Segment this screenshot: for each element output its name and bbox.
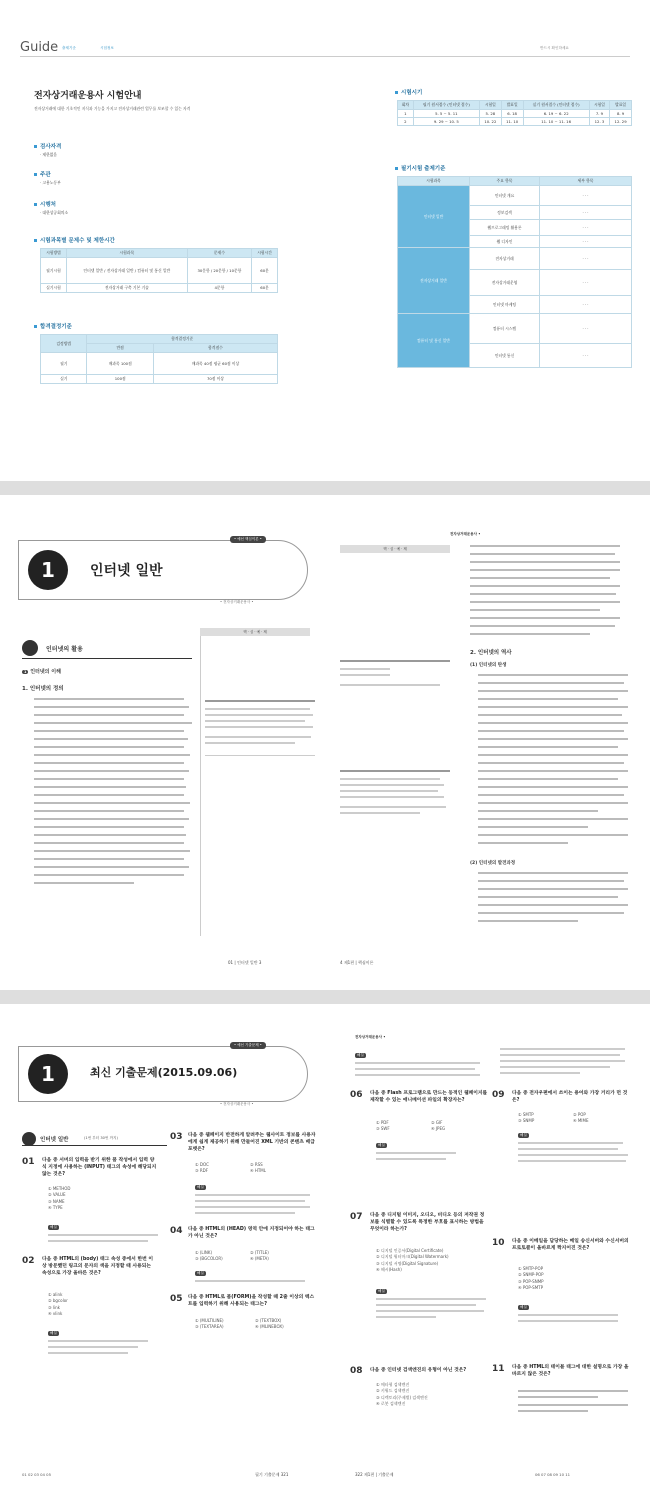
q11-number: 11 — [492, 1364, 505, 1374]
page-title: 전자상거래운용사 시험안내 — [34, 91, 142, 101]
guide-sub2: 시험정보 — [100, 46, 114, 50]
section-icon — [22, 640, 38, 656]
org-value: · 대한상공회의소 — [40, 210, 69, 215]
q08-number: 08 — [350, 1366, 363, 1376]
q02-options: ① alink ② bgcolor ③ link ④ vlink — [48, 1292, 68, 1317]
qual-heading: 검사자격 — [34, 142, 61, 150]
heading-development: (2) 인터넷의 발전과정 — [470, 861, 516, 866]
q01-answer-badge: 해설 — [50, 1225, 57, 1229]
host-heading: 주관 — [34, 170, 51, 178]
q06-answer-badge: 해설 — [378, 1143, 385, 1147]
footer-center-left-3: 필기 기출문제 321 — [255, 1472, 289, 1477]
q09-options: ① SMTP ② POP ③ SNMP ④ MIME — [518, 1112, 589, 1124]
schedule-heading: 시험시기 — [395, 88, 422, 96]
q09-text: 다음 중 전자우편에서 쓰이는 용어와 가장 거리가 먼 것은? — [512, 1091, 628, 1103]
guide-label: Guide — [20, 40, 59, 55]
footer-right-2: 4 제1편 | 핵심이론 — [340, 960, 374, 965]
q11-text: 다음 중 HTML의 테이블 태그에 대한 설명으로 가장 올바르지 않은 것은? — [512, 1365, 629, 1377]
q10-text: 다음 중 이메일을 담당하는 메일 송신서버와 수신서버의 프로토콜이 올바르게 짝지어진 것은? — [512, 1239, 629, 1251]
running-head-3: 전자상거래운용사 • — [355, 1035, 386, 1039]
org-heading: 시행처 — [34, 200, 56, 208]
q04-text: 다음 중 HTML의 (HEAD) 영역 안에 지정되어야 하는 태그가 아닌 것은? — [188, 1227, 315, 1239]
host-value: · 고용노동부 — [40, 180, 61, 185]
section-label-3: 인터넷 일반 (1번 부터 30번 까지) — [22, 1132, 167, 1146]
exam-heading: 시험과목별 문제수 및 제한시간 — [34, 236, 115, 244]
q02-text: 다음 중 HTML의 (body) 태그 속성 중에서 한번 이상 방문했던 링크의 문자의 색을 지정할 때 사용되는 속성으로 가장 올바른 것은? — [42, 1257, 154, 1276]
footer-center-right-3: 322 제1편 | 기출문제 — [355, 1472, 394, 1477]
chapter-title-3: 최신 기출문제(2015.09.06) — [90, 1066, 238, 1079]
q-right-top-badge: 해설 — [357, 1053, 364, 1057]
guide-sub1: 출제기준 — [62, 46, 76, 50]
heading-definition: 1. 인터넷의 정의 — [22, 686, 64, 692]
q02-answer-badge: 해설 — [50, 1331, 57, 1335]
schedule-table: 회차 필기 원서접수 (인터넷 접수) 시험일 발표일 실기 원서접수 (인터넷 접수) 시험일 발표일 1 5. 5 ~ 5. 11 5. 28 6. 18 6. 19 ~ 6. 22 7. 9 8. 9 2 9. 29 ~ 10. 5 10. 22 11. 10 11. 10 ~ 11. 16 12. 3 12. 29 — [397, 100, 632, 126]
pass-heading: 합격결정기준 — [34, 322, 72, 330]
q06-number: 06 — [350, 1090, 363, 1100]
q08-text: 다음 중 인터넷 검색엔진의 유형이 아닌 것은? — [370, 1368, 467, 1373]
q07-text: 다음 중 디지털 이미지, 오디오, 비디오 등의 저작권 정보를 식별할 수 있도록 특정한 부호를 표시하는 방법을 무엇이라 하는가? — [370, 1213, 485, 1232]
chapter-side-tag-3: • 전자상거래운용사 • — [220, 1102, 254, 1106]
q10-number: 10 — [492, 1238, 505, 1248]
header-right-note: 반드시 확인하세요 — [540, 46, 569, 50]
section-title: 인터넷의 활용 — [46, 646, 83, 653]
q07-answer-badge: 해설 — [378, 1289, 385, 1293]
footer-right-3: 06 07 08 09 10 11 — [535, 1472, 571, 1477]
q07-number: 07 — [350, 1212, 363, 1222]
q06-text: 다음 중 Flash 프로그램으로 만드는 동적인 웹페이지를 제작할 수 있는 애니메이션 파일의 확장자는? — [370, 1091, 488, 1103]
q05-text: 다음 중 HTML로 폼(FORM)을 작성할 때 2줄 이상의 텍스트를 입력하기 위해 사용되는 태그는? — [188, 1295, 315, 1307]
chapter-number: 1 — [28, 550, 68, 590]
q08-options: ① 메타형 검색엔진 ② 키워드 검색엔진 ③ 디렉토리(주제별) 검색엔진 ④ 로봇 검색엔진 — [376, 1382, 428, 1407]
qual-value: · 제한없음 — [40, 152, 58, 157]
q04-options: ① (LINK) ② (TITLE) ③ (BGCOLOR) ④ (META) — [195, 1250, 269, 1262]
q10-answer-badge: 해설 — [520, 1305, 527, 1309]
q06-options: ① PDF ② GIF ③ SWF ④ JPEG — [376, 1120, 446, 1132]
chapter-tag-3: • 예선 기출문제 • — [230, 1042, 266, 1049]
chapter-tag: • 예선 핵심이론 • — [230, 536, 266, 543]
q10-options: ① SMTP-POP ② SNMP-POP ③ POP-SNMP ④ POP-SMTP — [518, 1266, 544, 1291]
criteria-heading: 필기시험 출제기준 — [395, 164, 445, 172]
exam-table: 시험방법 시험과목 문제수 시험시간 필기시험 인터넷 일반 / 전자상거래 일반 / 컴퓨터 및 통신 일반 30문항 / 20문항 / 10문항 60분 실기시험 전자상거래 구축 기본 기술 4문항 60분 — [40, 248, 278, 293]
sub-title: 1 인터넷의 이해 — [24, 669, 61, 675]
q07-options: ① 디지털 인증서(Digital Certificate) ② 디지털 워터마크(Digital Watermark) ③ 디지털 서명(Digital Signature) ④ 해시(Hash) — [376, 1248, 449, 1273]
intro-text: 전자상거래에 대한 기초적인 지식과 기능을 가지고 전자상거래관련 업무를 보조할 수 있는 자격 — [34, 106, 191, 111]
q02-number: 02 — [22, 1256, 35, 1266]
review-tag-left: 핵 · 심 · 예 · 제 — [200, 628, 310, 636]
q03-text: 다음 중 웹페이지 반전하게 알려주는 웹사이트 정보를 사용자에게 쉽게 제공하기 위해 만들어진 XML 기반의 콘텐츠 배급 포맷은? — [188, 1133, 316, 1152]
running-head-2: 전자상거래운용사 • — [450, 532, 481, 536]
q09-answer-badge: 해설 — [520, 1133, 527, 1137]
q09-number: 09 — [492, 1090, 505, 1100]
footer-left-3: 01 02 03 04 05 — [22, 1472, 51, 1477]
chapter-title: 인터넷 일반 — [90, 563, 163, 579]
heading-birth: (1) 인터넷의 탄생 — [470, 663, 507, 668]
q04-answer-badge: 해설 — [197, 1271, 204, 1275]
heading-history: 2. 인터넷의 역사 — [470, 650, 512, 656]
chapter-number-3: 1 — [28, 1054, 68, 1094]
q03-number: 03 — [170, 1132, 183, 1142]
footer-left-2: 01 | 인터넷 일반 3 — [228, 960, 262, 965]
q01-number: 01 — [22, 1157, 35, 1167]
criteria-table: 시험과목 주요 항목 세부 항목 인터넷 일반 인터넷 개요 · · · 정보검색 · · · 웹프로그래밍 활용론 · · · 웹 디자인 · · · 전자상거래 일반 전자상거래 · · · 전자상거래운영 · · · 인터넷 마케팅 · · · 컴퓨터 및 통신 일반 컴퓨터 시스템 · · · 인터넷 통신 · · · — [397, 176, 632, 368]
q03-answer-badge: 해설 — [197, 1185, 204, 1189]
q04-number: 04 — [170, 1226, 183, 1236]
q05-number: 05 — [170, 1294, 183, 1304]
q01-text: 다음 중 서버의 입력을 받기 위한 폼 작성에서 입력 양식 지정에 사용하는 (INPUT) 태그의 속성에 해당되지 않는 것은? — [42, 1158, 157, 1177]
q03-options: ① DOC ② RSS ③ RDF ④ HTML — [195, 1162, 266, 1174]
q05-options: ① (MULTILINE) ② (TEXTBOX) ③ (TEXTAREA) ④ (MLINEBOX) — [195, 1318, 284, 1330]
chapter-side-tag: • 전자상거래운용사 • — [220, 600, 254, 604]
page-separator — [0, 990, 650, 1004]
pass-table: 검정방법 합격결정기준 만점 합격점수 필기 매과목 100점 매과목 40점 평균 60점 이상 실기 100점 70점 이상 — [40, 334, 278, 384]
review-tag-right: 핵 · 심 · 예 · 제 — [340, 545, 450, 553]
q01-options: ① METHOD ② VALUE ③ NAME ④ TYPE — [48, 1186, 71, 1211]
page-separator — [0, 481, 650, 495]
